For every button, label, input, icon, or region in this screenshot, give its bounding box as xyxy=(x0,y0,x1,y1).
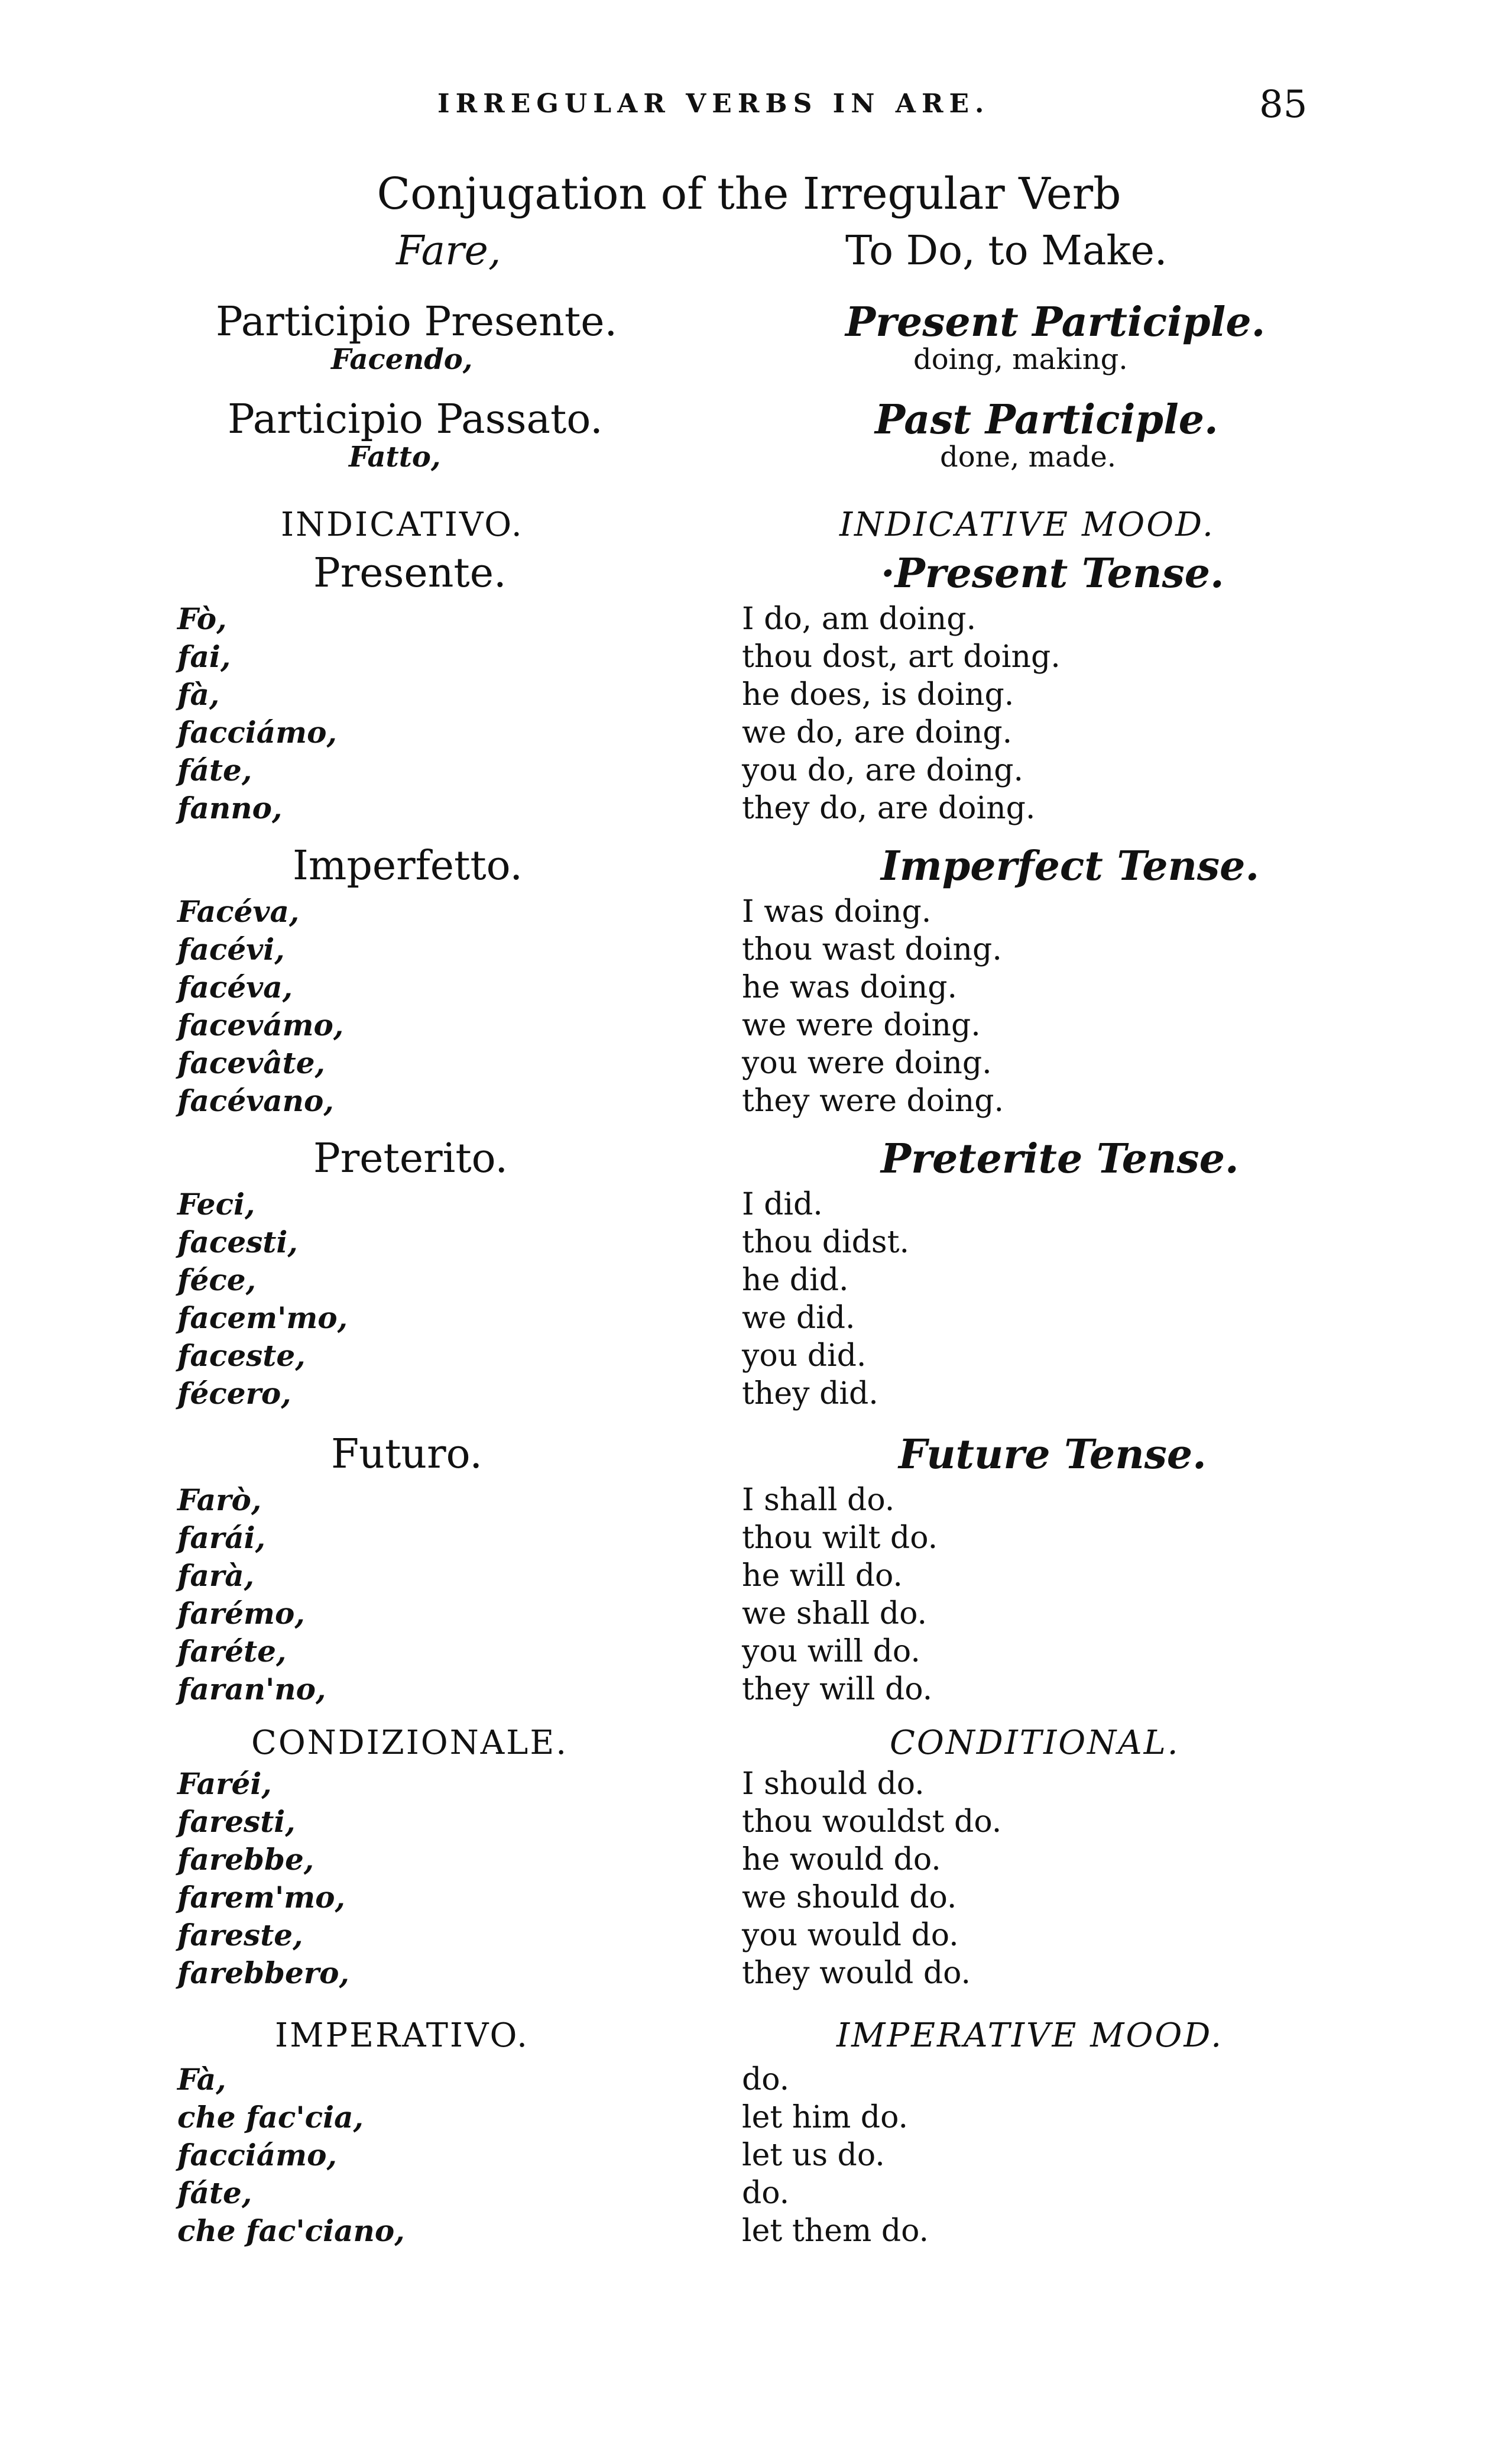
en-form: let us do. xyxy=(742,2138,885,2173)
en-form: thou wouldst do. xyxy=(742,1804,1002,1840)
presente-en-forms xyxy=(742,600,1061,827)
en-form: thou dost, art doing. xyxy=(742,639,1061,675)
en-form: I shall do. xyxy=(742,1482,895,1518)
it-form: faceste, xyxy=(177,1338,306,1373)
en-form: we were doing. xyxy=(742,1008,981,1043)
it-form: facévano, xyxy=(177,1083,334,1118)
imperativo-it-forms xyxy=(177,2061,405,2250)
imperfetto-en-label: Imperfect Tense. xyxy=(881,843,1260,890)
it-form: facciámo, xyxy=(177,715,337,750)
it-form: facevâte, xyxy=(177,1045,325,1080)
presente-en-label: ·Present Tense. xyxy=(881,550,1224,597)
condizionale-en-forms xyxy=(742,1765,1001,1992)
it-form: facciámo, xyxy=(177,2138,337,2172)
en-form: you do, are doing. xyxy=(742,753,1024,788)
it-form: farà, xyxy=(177,1558,255,1593)
it-form: fai, xyxy=(177,639,231,674)
it-form: facesti, xyxy=(177,1225,298,1259)
it-form: Fà, xyxy=(177,2062,226,2097)
en-form: I was doing. xyxy=(742,894,932,930)
page-number: 85 xyxy=(1259,83,1308,127)
it-form: facem'mo, xyxy=(177,1300,348,1335)
en-form: let him do. xyxy=(742,2100,908,2135)
it-form: Feci, xyxy=(177,1187,255,1222)
en-form: he will do. xyxy=(742,1558,903,1594)
en-form: we shall do. xyxy=(742,1596,927,1631)
en-form: you would do. xyxy=(742,1918,959,1953)
it-form: facévi, xyxy=(177,932,285,967)
imperativo-en-forms xyxy=(742,2061,929,2250)
it-form: farebbero, xyxy=(177,1955,349,1990)
indicative-en-label: INDICATIVE MOOD. xyxy=(839,506,1215,544)
imperfetto-en-forms xyxy=(742,893,1004,1120)
indicative-it-label: INDICATIVO. xyxy=(281,506,524,544)
preterito-it-forms xyxy=(177,1186,348,1413)
past-participle-it-label: Participio Passato. xyxy=(228,396,603,443)
it-form: farem'mo, xyxy=(177,1880,345,1915)
en-form: do. xyxy=(742,2175,790,2211)
preterito-en-label: Preterite Tense. xyxy=(881,1135,1239,1183)
it-form: Farò, xyxy=(177,1482,262,1517)
imperfetto-it-forms xyxy=(177,893,343,1120)
it-form: faresti, xyxy=(177,1804,296,1839)
it-form: che fac'cia, xyxy=(177,2100,364,2135)
verb-italian: Fare, xyxy=(396,228,501,274)
en-form: they did. xyxy=(742,1376,878,1411)
it-form: fáte, xyxy=(177,753,252,788)
imperfetto-it-label: Imperfetto. xyxy=(293,843,523,889)
en-form: thou didst. xyxy=(742,1225,910,1260)
running-title: IRREGULAR VERBS IN ARE. xyxy=(437,89,990,119)
it-form: fécero, xyxy=(177,1376,291,1411)
en-form: they do, are doing. xyxy=(742,791,1036,826)
present-participle-it-label: Participio Presente. xyxy=(216,299,618,345)
it-form: fanno, xyxy=(177,791,283,825)
it-form: farémo, xyxy=(177,1596,305,1631)
past-participle-it-form: Fatto, xyxy=(349,441,441,474)
en-form: thou wast doing. xyxy=(742,932,1002,967)
present-participle-en-form: doing, making. xyxy=(913,343,1128,376)
en-form: I should do. xyxy=(742,1766,925,1802)
presente-it-label: Presente. xyxy=(313,550,507,597)
en-form: we did. xyxy=(742,1300,855,1336)
en-form: he was doing. xyxy=(742,970,958,1005)
en-form: we should do. xyxy=(742,1880,957,1915)
present-participle-it-form: Facendo, xyxy=(331,343,473,376)
en-form: he would do. xyxy=(742,1842,941,1877)
en-form: thou wilt do. xyxy=(742,1520,938,1556)
en-form: do. xyxy=(742,2062,790,2097)
it-form: fareste, xyxy=(177,1918,303,1953)
preterito-it-label: Preterito. xyxy=(313,1135,508,1182)
it-form: che fac'ciano, xyxy=(177,2213,405,2248)
it-form: fà, xyxy=(177,677,220,712)
futuro-it-forms xyxy=(177,1481,326,1708)
it-form: faréte, xyxy=(177,1634,287,1669)
present-participle-en-label: Present Participle. xyxy=(845,299,1266,346)
it-form: facevámo, xyxy=(177,1008,344,1042)
en-form: we do, are doing. xyxy=(742,715,1013,750)
en-form: I did. xyxy=(742,1187,823,1222)
en-form: he does, is doing. xyxy=(742,677,1014,713)
en-form: let them do. xyxy=(742,2213,929,2249)
preterito-en-forms xyxy=(742,1186,909,1413)
futuro-en-forms xyxy=(742,1481,938,1708)
en-form: they will do. xyxy=(742,1672,933,1707)
condizionale-en-label: CONDITIONAL. xyxy=(890,1724,1180,1762)
en-form: you did. xyxy=(742,1338,867,1374)
imperativo-it-label: IMPERATIVO. xyxy=(275,2016,529,2055)
en-form: he did. xyxy=(742,1262,849,1298)
presente-it-forms xyxy=(177,600,337,827)
it-form: faran'no, xyxy=(177,1672,326,1707)
en-form: they were doing. xyxy=(742,1083,1004,1119)
it-form: farái, xyxy=(177,1520,266,1555)
past-participle-en-label: Past Participle. xyxy=(875,396,1218,443)
condizionale-it-label: CONDIZIONALE. xyxy=(251,1724,569,1762)
en-form: they would do. xyxy=(742,1955,971,1991)
en-form: you will do. xyxy=(742,1634,920,1669)
futuro-en-label: Future Tense. xyxy=(899,1431,1207,1478)
it-form: fáte, xyxy=(177,2175,252,2210)
condizionale-it-forms xyxy=(177,1765,349,1992)
it-form: facéva, xyxy=(177,970,293,1005)
past-participle-en-form: done, made. xyxy=(940,441,1116,474)
it-form: Facéva, xyxy=(177,894,300,929)
futuro-it-label: Futuro. xyxy=(331,1431,482,1478)
it-form: farebbe, xyxy=(177,1842,314,1877)
it-form: Faréi, xyxy=(177,1766,272,1801)
it-form: féce, xyxy=(177,1262,256,1297)
en-form: you were doing. xyxy=(742,1045,992,1081)
it-form: Fò, xyxy=(177,601,227,636)
page-title: Conjugation of the Irregular Verb xyxy=(377,169,1121,219)
en-form: I do, am doing. xyxy=(742,601,977,637)
imperativo-en-label: IMPERATIVE MOOD. xyxy=(836,2016,1224,2055)
verb-english: To Do, to Make. xyxy=(845,228,1168,274)
